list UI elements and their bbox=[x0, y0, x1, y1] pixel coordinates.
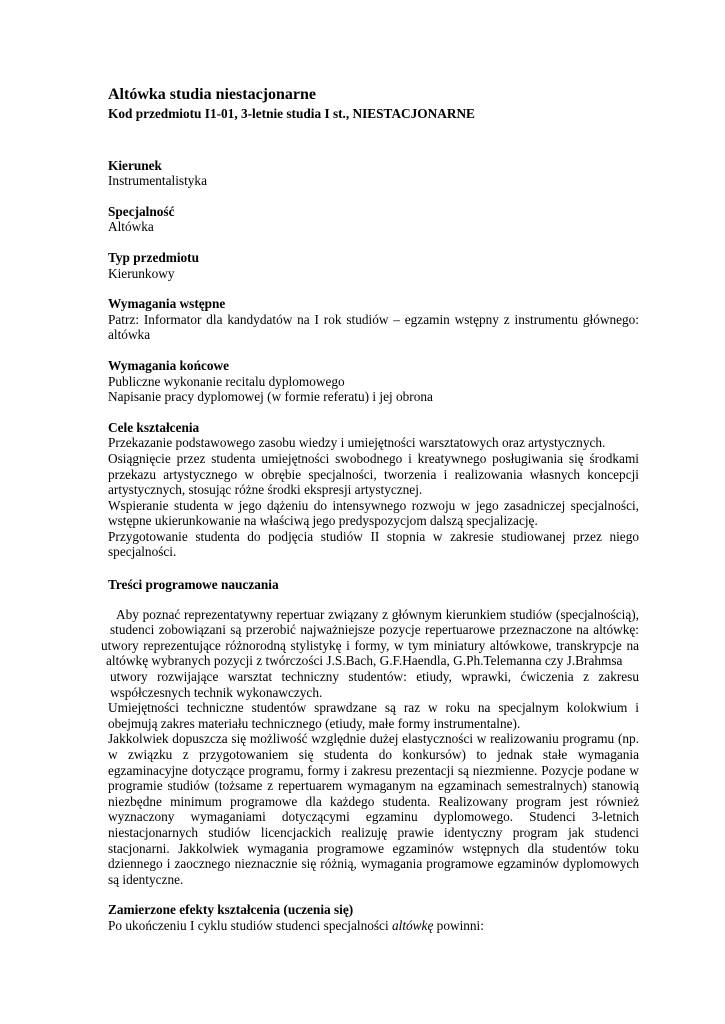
paragraph: Przygotowanie studenta do podjęcia studiów II stopnia w zakresie studiowanej przez niego specjalności. bbox=[108, 528, 639, 560]
paragraph: Przekazanie podstawowego zasobu wiedzy i umiejętności warsztatowych oraz artystycznych. bbox=[108, 435, 606, 451]
section-efekty-ksztalcenia bbox=[108, 902, 639, 933]
section-heading: Typ przedmiotu bbox=[108, 249, 199, 265]
text-line: Patrz: Informator dla kandydatów na I rok studiów – egzamin wstępny z instrumentu głównego: bbox=[108, 311, 639, 327]
paragraph: Osiągnięcie przez studenta umiejętności swobodnego i kreatywnego posługiwania się środkami przekazu artystycznego w obrębie specjalności, tworzenia i realizowania własnych koncepcji artystycznych, stosując różne środki ekspresji artystycznej. bbox=[108, 450, 639, 498]
text-line: utwory rozwijające warsztat techniczny studentów: etiudy, wprawki, ćwiczenia z zakresu bbox=[110, 669, 639, 685]
text-line bbox=[108, 918, 639, 934]
section-heading: Zamierzone efekty kształcenia (uczenia się) bbox=[108, 902, 354, 918]
section-heading: Specjalność bbox=[108, 203, 175, 219]
text-line: Napisanie pracy dyplomowej (w formie referatu) i jej obrona bbox=[108, 389, 433, 405]
text-line: Publiczne wykonanie recitalu dyplomowego bbox=[108, 373, 345, 389]
section-tresci-programowe bbox=[101, 577, 639, 887]
section-kierunek bbox=[108, 158, 639, 189]
section-typ-przedmiotu bbox=[108, 250, 639, 281]
section-heading: Kierunek bbox=[108, 157, 162, 173]
document-subtitle: Kod przedmiotu I1-01, 3-letnie studia I st., NIESTACJONARNE bbox=[108, 106, 475, 121]
intro-text-end: powinni: bbox=[433, 917, 484, 933]
section-heading: Cele kształcenia bbox=[108, 419, 200, 435]
paragraph: Umiejętności techniczne studentów sprawdzane są raz w roku na specjalnym kolokwium i obejmują zakres materiału technicznego (etiudy, małe formy instrumentalne). bbox=[108, 700, 639, 731]
section-heading: Wymagania końcowe bbox=[108, 357, 230, 373]
section-wymagania-koncowe bbox=[108, 358, 639, 405]
document-title: Altówka studia niestacjonarne bbox=[108, 86, 317, 103]
text-line: Aby poznać reprezentatywny repertuar związany z głównym kierunkiem studiów (specjalnością), bbox=[116, 606, 639, 622]
section-value: Kierunkowy bbox=[108, 265, 175, 281]
section-value: Instrumentalistyka bbox=[108, 173, 207, 189]
text-line: altówka bbox=[108, 327, 151, 343]
text-line: utwory reprezentujące różnorodną stylistykę i formy, w tym miniatury altówkowe, transkrypcje na bbox=[101, 637, 639, 653]
intro-italic-text: altówkę bbox=[391, 917, 434, 933]
document-page bbox=[101, 86, 639, 934]
paragraph: Jakkolwiek dopuszcza się możliwość względnie dużej elastyczności w realizowaniu programu (np. w związku z przygotowaniem się studenta do konkursów) to jednak stałe wymagania egzaminacyjne dotyczące programu, formy i zakresu prezentacji są niezmienne. Pozycje podane w programie studiów (tożsame z repertuarem wymaganym na egzaminach semestralnych) stanowią niezbędne minimum programowe dla każdego studenta. Realizowany program jest również wyznaczony wymaganiami dotyczącymi egzaminu dyplomowego. Studenci 3-letnich niestacjonarnych studiów licencjackich realizuję prawie identyczny program jak studenci stacjonarni. Jakkolwiek wymagania programowe egzaminów wstępnych dla studentów toku dziennego i zaocznego nieznacznie się różnią, wymagania programowe egzaminów dyplomowych są identyczne. bbox=[108, 731, 639, 887]
intro-text: Po ukończeniu I cyklu studiów studenci specjalności bbox=[108, 917, 392, 933]
section-heading: Treści programowe nauczania bbox=[108, 577, 279, 593]
text-line: współczesnych technik wykonawczych. bbox=[110, 684, 323, 700]
section-value: Altówka bbox=[108, 219, 154, 235]
paragraph: Wspieranie studenta w jego dążeniu do intensywnego rozwoju w jego zasadniczej specjalności, wstępne ukierunkowanie na właściwą jego predyspozycjom dalszą specjalizację. bbox=[108, 497, 639, 529]
text-line: altówkę wybranych pozycji z twórczości J.S.Bach, G.F.Haendla, G.Ph.Telemanna czy J.Brahmsa bbox=[106, 653, 623, 669]
section-specjalnosc bbox=[108, 204, 639, 235]
section-cele-ksztalcenia bbox=[108, 420, 639, 560]
section-wymagania-wstepne bbox=[108, 296, 639, 343]
section-heading: Wymagania wstępne bbox=[108, 296, 226, 312]
text-line: studenci zobowiązani są przerobić najważniejsze pozycje repertuarowe przeznaczone na altówkę: bbox=[110, 622, 639, 638]
